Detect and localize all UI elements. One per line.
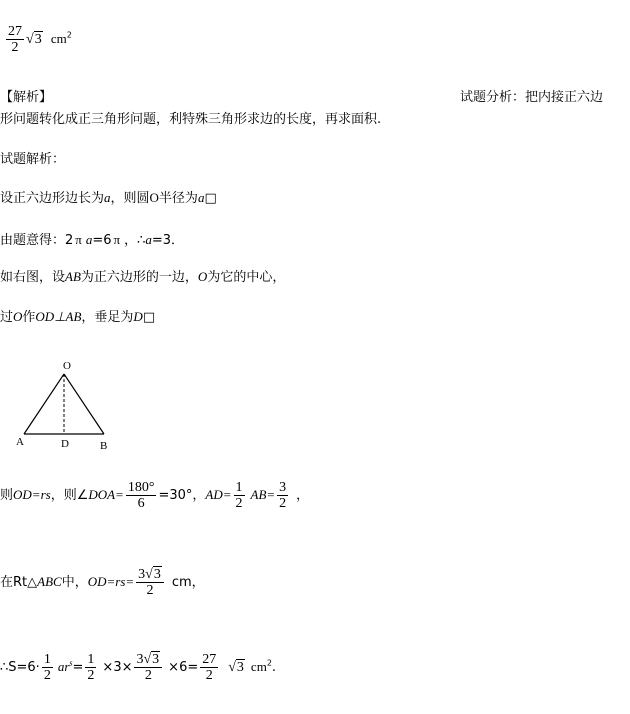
side-oa: [24, 374, 64, 434]
side-ob: [64, 374, 104, 434]
frac-180-6: $\frac{180^\circ}{6}$: [127, 480, 155, 511]
line-f: 在Rt△ABC中，OD=rs= $\frac{3√3}{2}$ cm，: [0, 567, 205, 598]
label-d: D: [61, 438, 69, 450]
label-b: B: [100, 440, 108, 452]
answer-sqrt: √3: [26, 32, 42, 47]
line-e: 则OD=rs，则∠DOA= $\frac{180^\circ}{6}$ =30°，AD= $\frac{1}{2}$ AB= $\frac{3}{2}$ ，: [0, 480, 310, 511]
line-d: 过O作OD⊥AB，垂足为D□: [0, 309, 156, 325]
frac-1-2: $\frac{1}{2}$: [235, 480, 243, 511]
frac-3root3-2: $\frac{3√3}{2}$: [136, 567, 164, 598]
answer-line: $\frac{27}{2}$ √3 $cm^2$: [8, 24, 72, 55]
label-o: O: [63, 360, 71, 372]
label-a: A: [16, 436, 24, 448]
analysis-title: 【解析】: [0, 90, 53, 105]
analysis-line2: 形问题转化成正三角形问题，利特殊三角形求边的长度，再求面积.: [0, 112, 382, 127]
answer-fraction: $\frac{27}{2}$: [8, 24, 22, 55]
triangle-figure: [10, 355, 130, 455]
frac-3-2: $\frac{3}{2}$: [279, 480, 287, 511]
line-g: ∴S=6· $\frac{1}{2}$ $ar^s=$ $\frac{1}{2}$ ×3× $\frac{3√3}{2}$ ×6= $\frac{27}{2}$ √3 $cm^2$.: [0, 652, 277, 683]
analysis-right-text: 试题分析：把内接正六边: [460, 90, 604, 105]
line-b: 由题意得：2 π a=6 π ，∴a=3．: [0, 232, 185, 248]
line-a: 设正六边形边长为a，则圆O半径为a□: [0, 190, 217, 206]
solution-title: 试题解析：: [0, 152, 66, 167]
line-c: 如右图，设AB为正六边形的一边，O为它的中心，: [0, 269, 286, 285]
